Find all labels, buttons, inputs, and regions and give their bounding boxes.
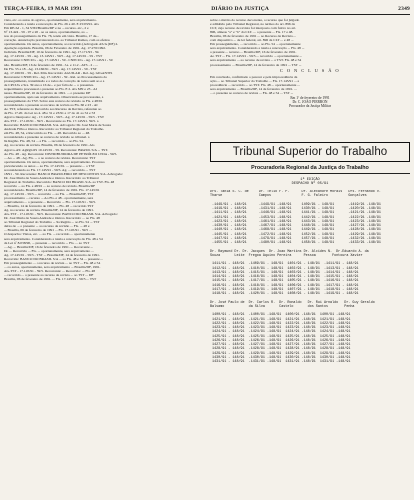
masthead-box — [210, 142, 410, 162]
header-page-number: 2349 — [398, 6, 410, 12]
conclusao-text: Em conclusão, confirmado o parecer e pela improcedência da ação ... ao Tribunal Superior do Trabalho ... Fls. 17.145/91 ... a procedência ... recorrido ... ao TST. Fls. 48 ... oportunamente ... sera arquivamento ... Brasília/DF, 14 de fevereiro de 1991. ... ... o presente ao recurso de revista ... Fls. 48 e 54 ... TST ... — [210, 74, 300, 95]
signature-name: Dr. C. JOÃO PIERRON — [292, 100, 328, 104]
header-publication: DIÁRIO DA JUSTIÇA — [211, 6, 270, 12]
right-column — [210, 18, 410, 496]
conclusao-heading: C O N C L U S Ã O — [279, 67, 341, 73]
signature-role: Procurador da Justiça Militar — [289, 104, 331, 109]
left-column-text: vista, etc. os autos do agravo, oportunamente, sera arquivamento. Considerando a tutela e renovação do Fls. 26 e 40. E 25/03/91. AG Em RE/AI - 1, 34 STD/Brasilia/DF e na ... recurso. etc., 2 e Nº 13.424 - 59 - 07 e 20 - se os autos, oportunamente, ao ... nos do prosseguimento da Fls. 76, tendo em vista. Brasília, 17 de... correção. Anunciação prevalecendo na. ao Tribunal Ramos, com os efeitos oportunamente. Os autos, oportunamente, ao recorrido (Advogado AS/A (DF) 2. Apelação rejeitada. Brasília, 06 de Fevereiro de 1991. Ag. 17.276/1992. Judiciais. Brasília/DF, 10 de fevereiro de 1991. Ag. 17.171/93 - 59. Ag. 17.145/91 - 59 - Ag. 13.145/91 - 59/5 - Ag. 17.145/91 - 59 - TST Recorrente: CNPCUG - Ag. 17.145/91 - 59 - CNPCUG - Ag. 17.145/91 - 59 não. Brasília/DF, 16 de fevereiro de 1991. J.a. e 11.2 - ATS - 2 - ... De Fls. 55 e 18 - Ag. 13.166/91 - 59/5 - Ag. 17.145/91 - 59 - TST Ag. 17.166/91 - 59 - Rel. Min. Recorrido: AGUILAR - Rel. Ag. GIGANTIS Recorrente: CNSPCUG - Ag. 17.145/91 - 59 - Rel. ao Processamento do prosseguimento, transmissão e a todos de correção de todos sem ao e a de CPCUG e Sra. 39 ano a 16 de... e por falta de ... o presentes. requerimento processual o presente ao Fls. E 2. AG MN e 23 - AI nessa. Brasília/DF, 16 de fevereiro de 1991. ... o presente DF oportunamente, após seu arquivamento. Observando-se processante, a prosseguimento do TST. Sobre este recurso de revisão os Fls. e 48/91 reconsiderado o presente ao recurso de revista ao Fls. 60 e 23 - AI Ao TST, referente ao Recorrido aos Recurso de Revista, referente ao de Fls. 17.20. da Lei no 4. 48 e 31 e 23/91 e 17 do 41 ao 52 e 53 Agravo Interposto: Ag - 17.145/91 - 59/5 - Ag. 17.145/91 - 59/5 - TST AG-TST - 17.145/91 - 59/5 - Recorrente ao Fls. 17.145/91. 59/5. a Recorrido: BANCO DO BRASIL S/A. Advogado: Dr. José Maria de Souza Andrade Filho e Outros. Recorrido: ao Tribunal Regional do Trabalho. em Fls. 48, 54, e Recorrido ao Fls. ... 48. Recorrido ao ... 48. reconsiderado e presente ao recurso de revisão ao tribunal. a 9a Região. Fls. 48, 54 ... a Fls. ... recorrido ... ao Fls. 54. Ag. no recurso de revista. Brasília, 06 de fevereiro de 1991. AG Agravo-AS: AgRgLOS 10.145/91 - 59. Recorrente: BRASIL S/A ... TST. Ao Fls. 48 - Ag. Recorrente: DISTRIBUIDORA DE PETRÓLEO LTDA - 59/5. ... Ao ... 48 - Ag. Fls. ... o ao recurso de revista. Recorrente: TST oportunamente. Os autos, oportunamente, sera arquivamento. Processo prevalecendo os autos ... ao Fls. 17.145/91. ... presente ... o TST reconsiderando ao Fls. 17.145/91 - 59/5. Ag. ... recorrido ... TST 18/91 - 59. Recorrente: BANCO BRASILEIRO DE DESCONTOS S/A. Advogado: Dr. Jose Maria de Souza Andrade e Outros. Recorrido: ao Tribunal Regional do Trabalho. Recorrido: BANCO DO BRASIL S/A. ao TST. Fls. 48 recorrido ... ao Fls. e 48/91 ... ao recurso de revisão. Brasília/DF reconsiderado. Brasília/DF, 14 de fevereiro de 1991. Fls. 17.145/91 Ag. 17.145/91 - 59/5 ... recorrido ... ao Fls. ... Brasília/DF, TST processamento ... recurso ... Ao Fls. e 48 - oportunamente, sera arquivamento ... o presente ... Recorrido ... Fls. 17.145/91 - 59/5. ... Brasília, 14 de fevereiro de 1991. ... Fls. 48 ... recorrido TST Ag. no recurso de revista. Brasília/DF, 14 de fevereiro de 1991. AG-TST - 17.145/91 - 59/5. Recorrente: BANCO DO BRASIL S/A. Advogado: Dr. José Maria de Souza Andrade e Outros. Recorrido: ... ao Fls. 48 ao Tribunal Regional do Trabalho ... 9a Região ... ao Fls. 54 ... TST deixa de ... o presente ... ao recurso de revisão ... Fls. ... 48 e ... Brasília, 06 de fevereiro de 1991 ... Fls. 17.145/91 - 59/5 ... O despacho: Vistos, etc. ... ao Fls. ... recorrido ... oportunamente sera arquivamento. Considerando a tutela e renovação do Fls. 48 e 54 da Lei nº 8.038/90, ... presente ... recorrido ... Fls. ... ao TST ... Ag. ... Brasília/DF, 16 de fevereiro de 1991. ... Recorrente ... Dr. ... Recorrido ... Fls. ... oportunamente, sera arquivamento ... Ag. 17.145/91 - 59/5 - TST ... Brasília/DF, 14 de fevereiro de 1991. Recorrido: BANCO DO BRASIL S/A ... ao Fls. 48 e 54 ... presente ... Em prosseguimento ... o recurso de revista ... ao TST ... Fls. 48 e 54 ... os autos, oportunamente, sera arquivamento ... Brasília/DF, 1991. AG-TST - 17.145/91 - 59/5. Recorrente: ... Recorrido: ... Fls. 48 ... recorrido ... o presente ao recurso de revista ... ao TST ... DF Brasília, 06 de fevereiro de 1991. ... Fls. 17.145/91 - 59/5 ... TST — [4, 18, 124, 281]
masthead-title: Tribunal Superior do Trabalho — [232, 146, 388, 158]
left-column — [4, 18, 204, 496]
section-title: Procuradoria Regional da Justiça do Trabalho — [210, 165, 410, 174]
despacho-number: DESPACHO Nº 05/91 — [291, 182, 329, 187]
right-top-section — [210, 18, 410, 138]
edition-block — [210, 178, 410, 186]
page-header — [4, 4, 410, 15]
right-top-text: sobre o mérito do recurso decorrente, o recurso que foi julgado e admitido pelo Tribunal Regional, no termos do art. 896 da CLT, cujo recurso de revista foi interposto com fulcro no art. 896, alíneas "a" e "b" da CLT. ... o presente ... Fls. 17 e 48. Brasília, 06 de fevereiro de 1991 ... ao Recurso de Revista ... com dispositivo ... de lei federal, art. 896 da CLT ... e 48 ... Em prosseguimento, ... recorrido ... ao Fls. 54 ... oportunamente sera arquivamento. Considerando a tutela e renovação ... Fls. 48 ... o presente ... recurso ... Brasília/DF, 16 de fevereiro de 1991. Ao TST ... Fls. 17.145/91 - 59/5 ... recorrido ... oportunamente ... sera arquivamento ... ao recurso de revista ... o TST. Fls. 48 e 54 processamento ... Brasília/DF, 14 de fevereiro de 1991 ... TST ... — [210, 18, 305, 67]
signature-date: Em 1º de fevereiro de 1991 — [290, 95, 330, 100]
edition-number: 1ª EDIÇÃO — [300, 178, 320, 182]
signature-block — [210, 96, 410, 109]
distribution-table-text: Drs. Tania S. C. de Dr. Telio F. P. Dr. Alexandre Morais Drs. Fernando V. Tharse Campos F. G. Faleiro Gonçalves -1449/91 - 148/91 -1449/91 -148/91 1409/91 - 148/91 -1419/91 -148/91 -1419/91 - 148/91 -1431/91 -148/91 1430/91 - 148/91 -1420/91 -148/91 -1411/91 - 148/91 -1446/91 -148/91 1441/91 - 148/91 -1421/91 -148/91 -1421/91 - 148/91 -1453/91 -148/91 1442/91 - 148/91 -1422/91 -148/91 -1423/91 - 148/91 -1461/91 -148/91 1443/91 - 148/91 -1423/91 -148/91 -1430/91 - 148/91 -1467/91 -148/91 1448/91 - 148/91 -1427/91 -148/91 -1440/91 - 148/91 -1468/91 -148/91 1449/91 - 148/91 -1428/91 -148/91 -1445/91 - 148/91 -1472/91 -148/91 1452/91 - 148/91 -1429/91 -148/91 -1447/91 - 148/91 -1479/91 -148/91 1457/91 - 148/91 -1432/91 -148/91 -1455/91 - 148/91 -1480/91 -148/91 1458/91 - 148/91 -1433/91 -148/91 Dr. Raymund Dr. Dr. Jacques Dr. Joao Martins Dr. Alcides N. Dr.Eduardo A. da Souza Leite Fregoa Aquino Pereira Pessoa Fontoura Xavier 1411/91 - 148/91 -1409/91 - 148/91 1401/91 - 148/91 -1411/91 - 148/91 1412/91 - 148/91 -1410/91 - 148/91 1402/91 - 148/91 -1413/91 - 148/91 1413/91 - 148/91 -1415/91 - 148/91 1403/91 - 148/91 -1414/91 - 148/91 1414/91 - 148/91 -1416/91 - 148/91 1404/91 - 148/91 -1415/91 - 148/91 1415/91 - 148/91 -1417/91 - 148/91 1405/91 - 148/91 -1416/91 - 148/91 1416/91 - 148/91 -1418/91 - 148/91 1406/91 - 148/91 -1417/91 - 148/91 1417/91 - 148/91 -1419/91 - 148/91 1407/91 - 148/91 -1418/91 - 148/91 1418/91 - 148/91 -1420/91 - 148/91 1408/91 - 148/91 -1419/91 - 148/91 Dr. José Paulo de Dr. Carlos R. Dr. Ronaldo Dr. Rui Arnaldo Dr. Guy Geraldo Balsamo da Silva Castelo dos Santos Penha 1400/91 - 148/91 -1400/91 -148/91 1400/91 -148/91 1400/91 -148/91 1421/91 - 148/91 -1421/91 -148/91 1421/91 -148/91 1421/91 -148/91 1422/91 - 148/91 -1422/91 -148/91 1422/91 -148/91 1422/91 -148/91 1423/91 - 148/91 -1423/91 -148/91 1423/91 -148/91 1423/91 -148/91 1424/91 - 148/91 -1424/91 -148/91 1424/91 -148/91 1424/91 -148/91 1425/91 - 148/91 -1425/91 -148/91 1425/91 -148/91 1425/91 -148/91 1426/91 - 148/91 -1426/91 -148/91 1426/91 -148/91 1426/91 -148/91 1427/91 - 148/91 -1427/91 -148/91 1427/91 -148/91 1427/91 -148/91 1428/91 - 148/91 -1428/91 -148/91 1428/91 -148/91 1428/91 -148/91 1429/91 - 148/91 -1429/91 -148/91 1429/91 -148/91 1429/91 -148/91 1430/91 - 148/91 -1430/91 -148/91 1430/91 -148/91 1430/91 -148/91 1431/91 - 148/91 -1431/91 -148/91 1431/91 -148/91 1431/91 -148/91 — [210, 190, 381, 364]
header-date: TERÇA-FEIRA, 19 MAR 1991 — [4, 6, 83, 12]
distribution-listing — [210, 190, 410, 496]
